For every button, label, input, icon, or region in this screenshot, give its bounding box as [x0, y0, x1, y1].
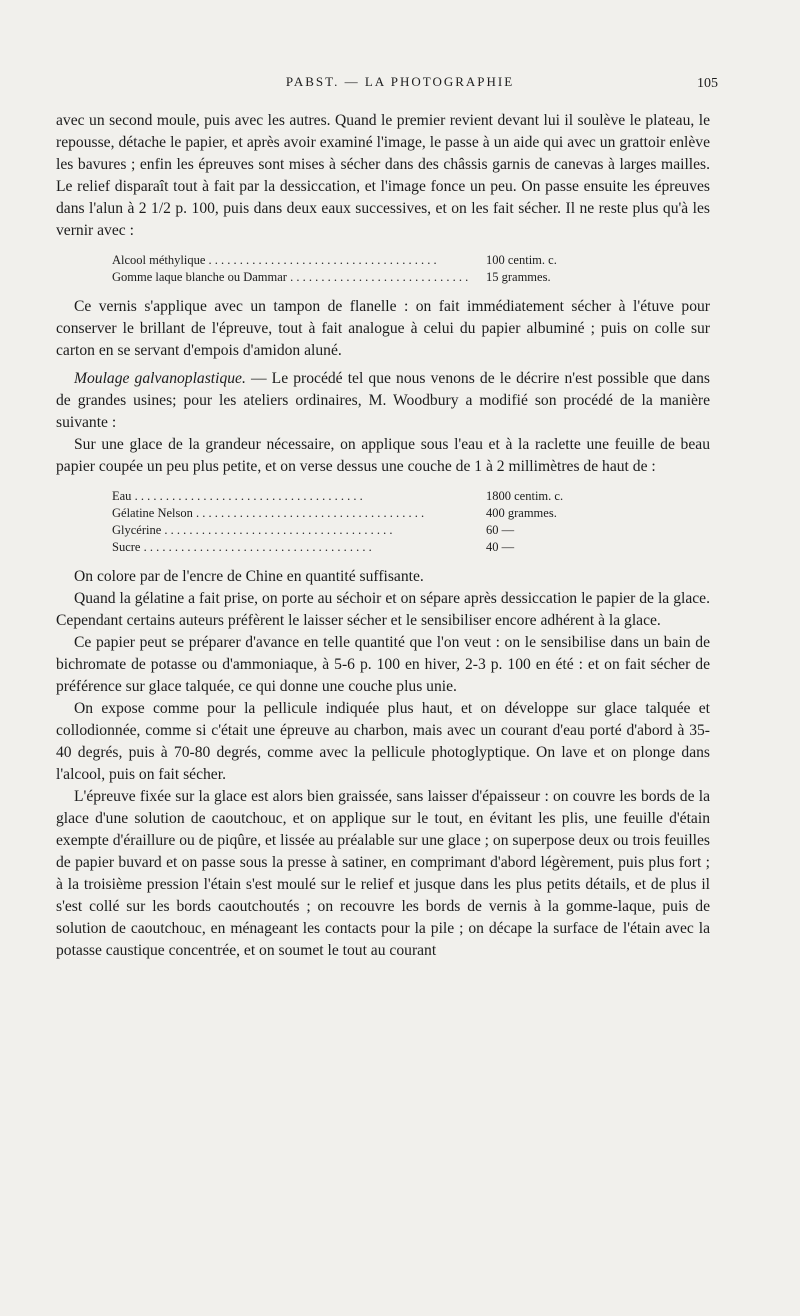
- recipe-quantity: 1800 centim. c.: [486, 489, 564, 503]
- recipe-quantity: 40 —: [486, 540, 515, 554]
- recipe-ingredient: Eau . . .: [112, 488, 472, 505]
- paragraph: On expose comme pour la pellicule indiquée plus haut, et on développe sur glace talquée et collodionnée, comme si c'était une épreuve au charbon, mais avec un courant d'eau porté d'abord à 35-40 degrés, puis à 70-80 degrés, comme avec la pellicule photoglyptique. On lave et on plonge dans l'alcool, puis on fait sécher.: [56, 700, 710, 783]
- paragraph-text: — Le procédé tel que nous venons de le décrire n'est possible que dans de grandes usines; pour les ateliers ordinaires, M. Woodbury a modifié son procédé de la manière suivante :: [56, 370, 710, 431]
- paragraph: Sur une glace de la grandeur nécessaire, on applique sous l'eau et à la raclette une feuille de beau papier coupée un peu plus petite, et on verse dessus une couche de 1 à 2 millimètres de haut de :: [56, 436, 710, 475]
- recipe-ingredient: Glycérine . . .: [112, 522, 472, 539]
- paragraph: L'épreuve fixée sur la glace est alors bien graissée, sans laisser d'épaisseur : on couvre les bords de la glace d'une solution de caoutchouc, et on applique sur le tout, en évitant les plis, une feuille d'étain exempte d'éraillure ou de piqûre, et lissée au préalable sur une glace ; on superpose deux ou trois feuilles de papier buvard et on passe sous la presse à satiner, en comprimant d'abord légèrement, puis plus fort ; à la troisième pression l'étain s'est moulé sur le relief et jusque dans les plus petits détails, et de plus il s'est collé sur les bords caoutchoutés ; on recouvre les bords de vernis à la gomme-laque, puis de solution de caoutchouc, en ménageant les contacts pour la pile ; on décape la surface de l'étain avec la potasse caustique concentrée, et on soumet le tout au courant: [56, 788, 710, 959]
- recipe-ingredient: Gomme laque blanche ou Dammar . . .: [112, 269, 472, 286]
- recipe-row: [112, 488, 632, 505]
- recipe-quantity: 60 —: [486, 523, 515, 537]
- recipe-varnish: [112, 252, 632, 286]
- page-body: [56, 110, 710, 962]
- paragraph: Ce vernis s'applique avec un tampon de flanelle : on fait immédiatement sécher à l'étuve pour conserver le brillant de l'épreuve, tout à fait analogue à celui du papier albuminé ; puis on colle sur carton en se servant d'empois d'amidon aluné.: [56, 298, 710, 359]
- recipe-ingredient: Alcool méthylique . . .: [112, 252, 472, 269]
- recipe-gelatine: [112, 488, 632, 556]
- recipe-row: [112, 269, 632, 286]
- section-title: Moulage galvanoplastique.: [74, 370, 246, 387]
- recipe-row: [112, 505, 632, 522]
- page-header: [0, 74, 800, 98]
- recipe-quantity: 15 grammes.: [486, 270, 551, 284]
- recipe-ingredient: Sucre . . .: [112, 539, 472, 556]
- paragraph: Ce papier peut se préparer d'avance en telle quantité que l'on veut : on le sensibilise dans un bain de bichromate de potasse ou d'ammoniaque, à 5-6 p. 100 en hiver, 2-3 p. 100 en été : et on fait sécher de préférence sur glace talquée, ce qui donne une couche plus unie.: [56, 634, 710, 695]
- page-number: 105: [697, 76, 718, 91]
- recipe-quantity: 100 centim. c.: [486, 253, 557, 267]
- paragraph: Quand la gélatine a fait prise, on porte au séchoir et on sépare après dessiccation le papier de la glace. Cependant certains auteurs préfèrent le laisser sécher et le sensibiliser encore adhérent à la glace.: [56, 590, 710, 629]
- recipe-quantity: 400 grammes.: [486, 506, 557, 520]
- recipe-ingredient: Gélatine Nelson . . .: [112, 505, 472, 522]
- paragraph: avec un second moule, puis avec les autres. Quand le premier revient devant lui il soulève le plateau, le repousse, détache le papier, et après avoir examiné l'image, le passe à un aide qui avec un grattoir enlève les bavures ; enfin les épreuves sont mises à sécher dans des châssis garnis de canevas à larges mailles. Le relief disparaît tout à fait par la dessiccation, et l'image fonce un peu. On passe ensuite les épreuves dans l'alun à 2 1/2 p. 100, puis dans deux eaux successives, et on les fait sécher. Il ne reste plus qu'à les vernir avec :: [56, 112, 710, 239]
- recipe-row: [112, 522, 632, 539]
- paragraph: On colore par de l'encre de Chine en quantité suffisante.: [74, 568, 424, 585]
- paragraph: [56, 368, 710, 434]
- recipe-row: [112, 539, 632, 556]
- recipe-row: [112, 252, 632, 269]
- running-head: PABST. — LA PHOTOGRAPHIE: [285, 74, 515, 89]
